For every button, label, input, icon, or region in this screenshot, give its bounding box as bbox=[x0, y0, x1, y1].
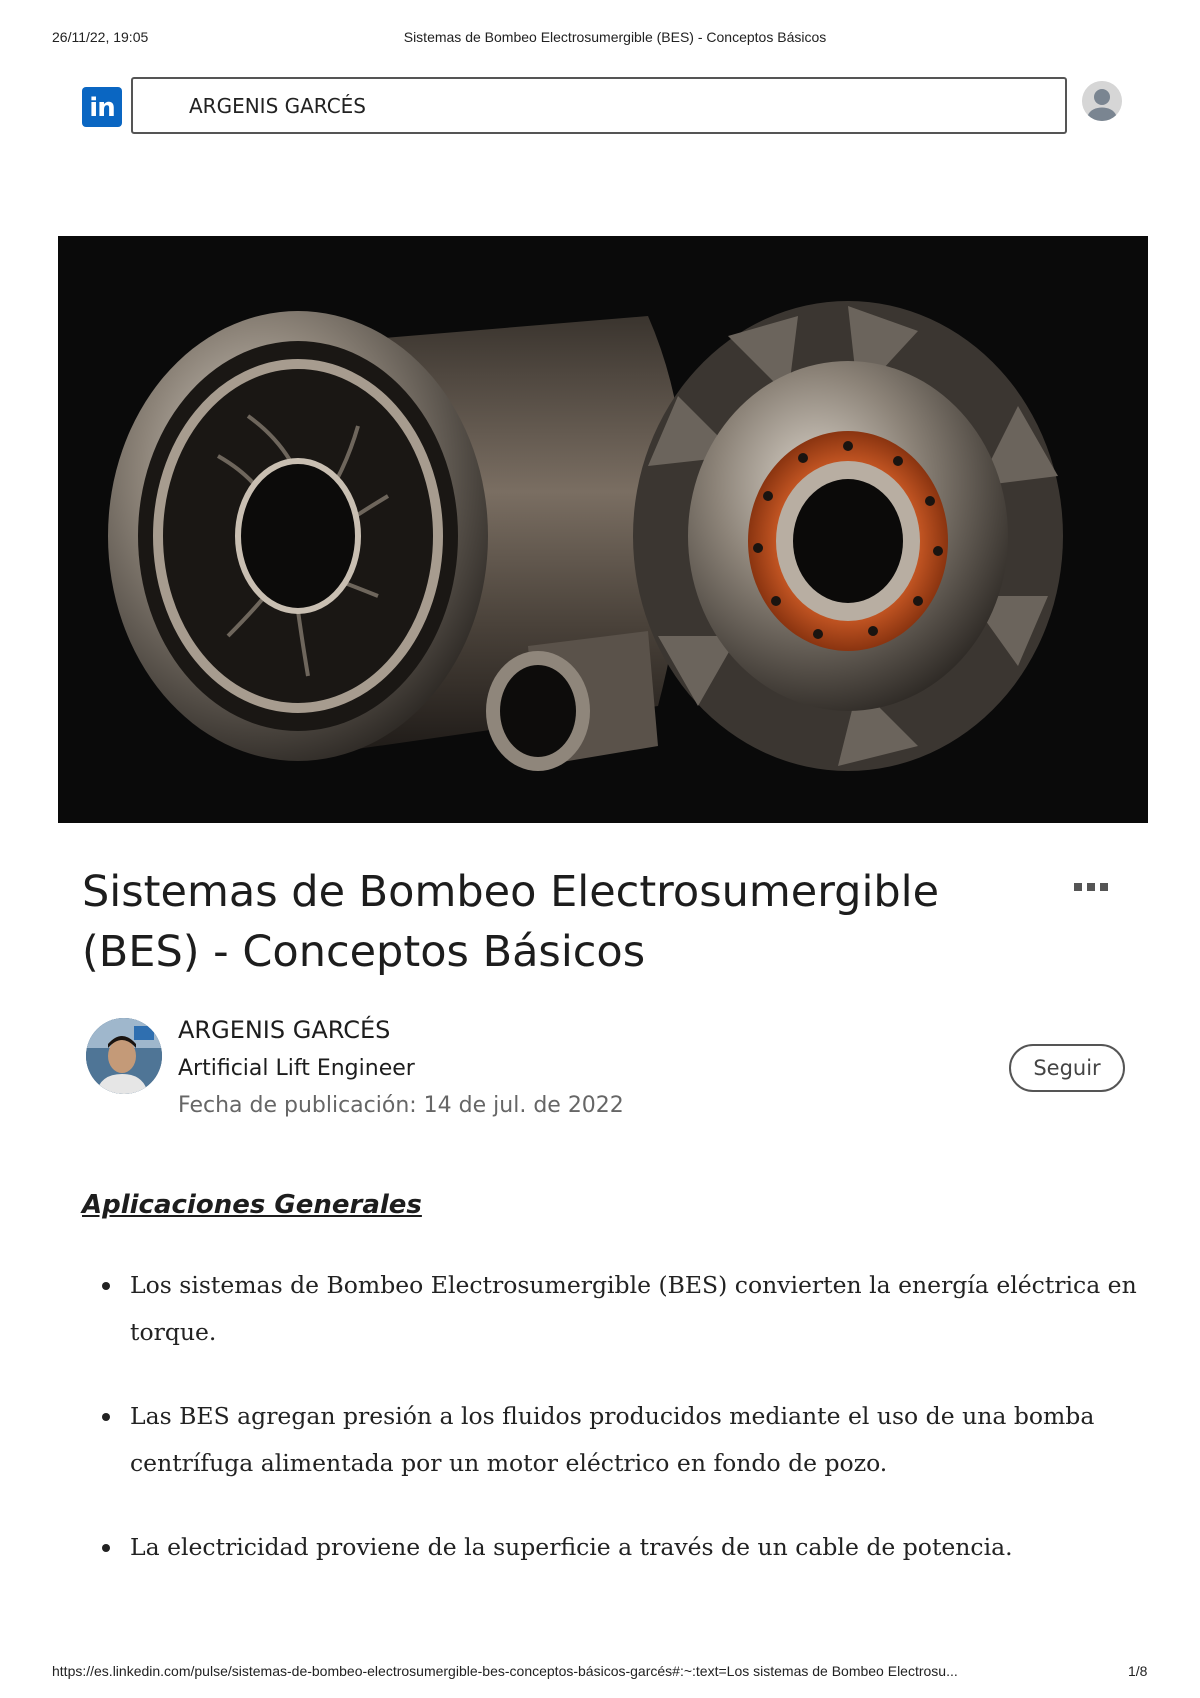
article-title: Sistemas de Bombeo Electrosumergible (BES) - Conceptos Básicos bbox=[82, 867, 940, 977]
search-input-value: ARGENIS GARCÉS bbox=[189, 93, 367, 118]
logo-text: in bbox=[89, 93, 115, 123]
more-options-icon[interactable] bbox=[1074, 880, 1112, 894]
publication-date: Fecha de publicación: 14 de jul. de 2022 bbox=[178, 1093, 624, 1118]
author-photo-icon bbox=[86, 1018, 162, 1094]
print-footer-url: https://es.linkedin.com/pulse/sistemas-de-bombeo-electrosumergible-bes-conceptos-básicos-garcés#:~:text=Los sistemas de Bombeo Electrosu... bbox=[52, 1663, 958, 1679]
user-silhouette-icon bbox=[1082, 81, 1122, 121]
list-item: Las BES agregan presión a los fluidos producidos mediante el uso de una bomba centrífuga alimentada por un motor eléctrico en fondo de pozo. bbox=[100, 1393, 1140, 1487]
user-avatar-icon[interactable] bbox=[1082, 81, 1122, 121]
esp-pump-components-photo bbox=[58, 236, 1148, 823]
print-header-datetime: 26/11/22, 19:05 bbox=[52, 29, 149, 45]
search-input[interactable] bbox=[131, 77, 1067, 134]
bullet-list bbox=[100, 1262, 1140, 1608]
list-item: La electricidad proviene de la superficie a través de un cable de potencia. bbox=[100, 1524, 1140, 1571]
author-headline: Artificial Lift Engineer bbox=[178, 1056, 415, 1081]
hero-image bbox=[58, 236, 1148, 823]
print-header-title: Sistemas de Bombeo Electrosumergible (BES) - Conceptos Básicos bbox=[403, 29, 827, 45]
list-item: Los sistemas de Bombeo Electrosumergible (BES) convierten la energía eléctrica en torque. bbox=[100, 1262, 1140, 1356]
author-name[interactable]: ARGENIS GARCÉS bbox=[178, 1016, 391, 1044]
author-avatar[interactable] bbox=[86, 1018, 162, 1094]
follow-button[interactable]: Seguir bbox=[1009, 1044, 1125, 1092]
print-footer-page-number: 1/8 bbox=[1128, 1663, 1148, 1679]
section-heading: Aplicaciones Generales bbox=[82, 1190, 422, 1220]
linkedin-logo-icon[interactable] bbox=[82, 87, 122, 127]
